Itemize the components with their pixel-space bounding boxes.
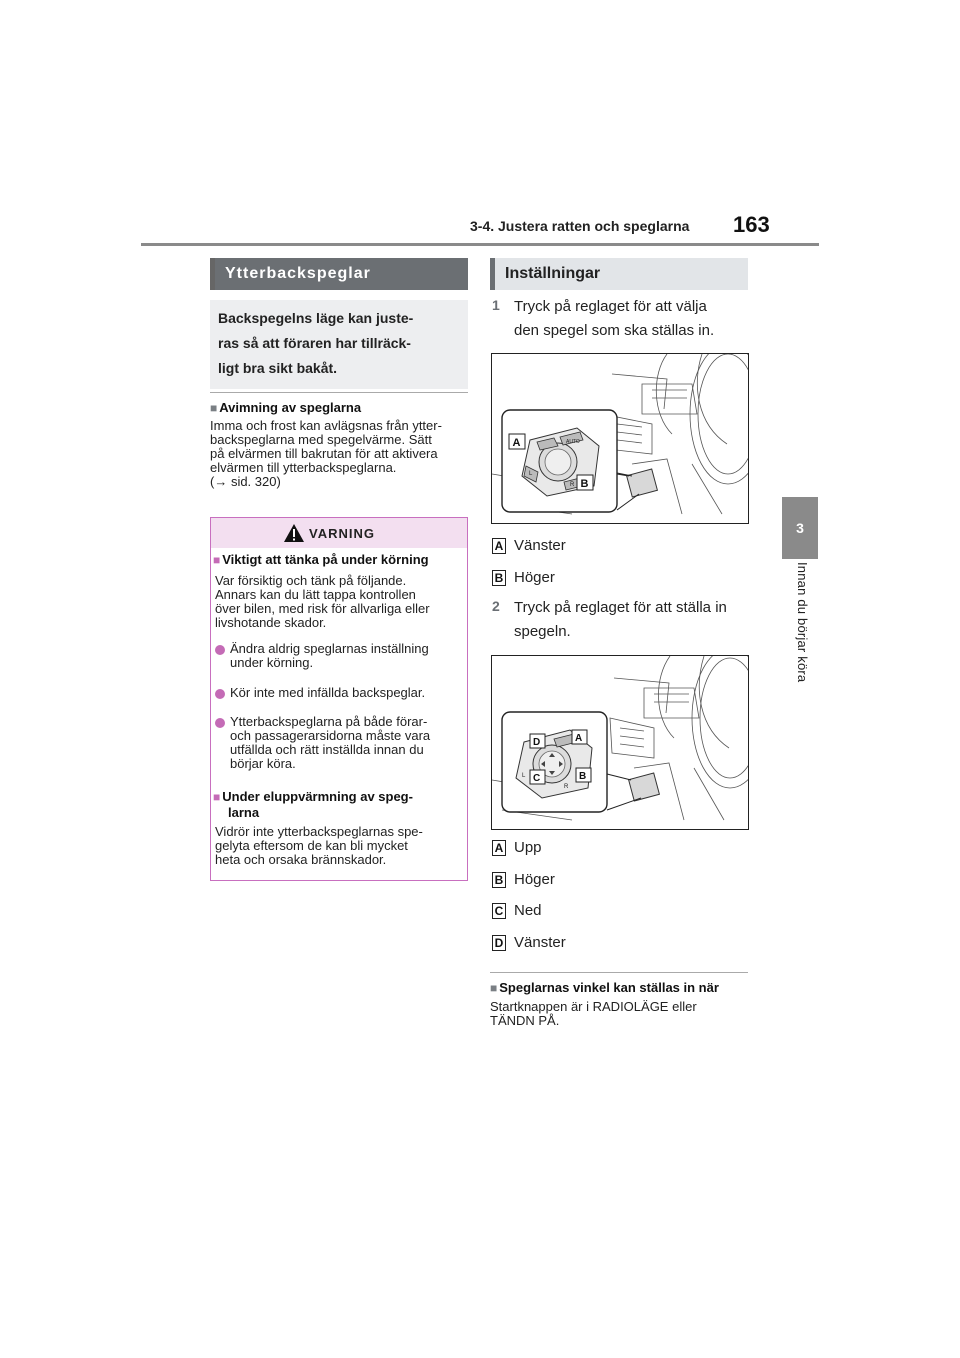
body-line: heta och orsaka brännskador. xyxy=(215,852,387,867)
legend-key: B xyxy=(492,570,506,586)
body-line: TÄNDN PÅ. xyxy=(490,1013,560,1028)
legend-item xyxy=(492,902,542,919)
warning-heading-1-text: Viktigt att tänka på under körning xyxy=(222,552,429,567)
defog-heading xyxy=(210,400,361,415)
page-number: 163 xyxy=(733,212,770,237)
chapter-tab-title: Innan du börjar köra xyxy=(795,562,810,683)
legend-item xyxy=(492,537,566,554)
body-line: backspeglarna med spegelvärme. Sätt xyxy=(210,432,432,447)
warning-label: VARNING xyxy=(309,526,375,541)
step-2 xyxy=(492,596,752,646)
warning-header xyxy=(211,518,467,548)
defog-heading-text: Avimning av speglarna xyxy=(219,400,362,415)
legend-item xyxy=(492,839,542,856)
mirror-switch-illustration xyxy=(492,354,748,523)
left-switch-label: L xyxy=(522,773,526,779)
intro-line: ras så att föraren har tillräck- xyxy=(218,335,411,351)
divider xyxy=(210,392,468,393)
circle-bullet-icon xyxy=(215,718,225,728)
body-line: Startknappen är i RADIOLÄGE eller xyxy=(490,999,697,1014)
legend-item xyxy=(492,871,555,888)
figure-label-b: B xyxy=(579,771,587,782)
legend-key: D xyxy=(492,935,506,951)
legend-text: Höger xyxy=(514,569,555,586)
square-bullet-icon: ■ xyxy=(210,401,218,415)
right-switch-label: R xyxy=(570,482,575,488)
section-header-installningar: Inställningar xyxy=(490,258,748,290)
body-line: Vidrör inte ytterbackspeglarnas spe- xyxy=(215,824,423,839)
warning-heading-2 xyxy=(213,789,463,820)
body-line: gelyta eftersom de kan bli mycket xyxy=(215,838,408,853)
legend-text: Ned xyxy=(514,902,542,919)
warning-box xyxy=(210,517,468,881)
left-switch-label: L xyxy=(529,471,533,477)
warning-bullet xyxy=(215,642,465,670)
divider xyxy=(490,972,748,973)
body-line: Var försiktig och tänk på följande. xyxy=(215,573,407,588)
circle-bullet-icon xyxy=(215,689,225,699)
figure-mirror-adjust xyxy=(491,655,749,830)
bullet-line: börjar köra. xyxy=(230,756,296,771)
legend-item xyxy=(492,569,555,586)
auto-switch-label: AUTO xyxy=(566,439,580,445)
bullet-line: och passagerarsidorna måste vara xyxy=(230,728,431,743)
legend-text: Upp xyxy=(514,839,542,856)
running-header: 3-4. Justera ratten och speglarna xyxy=(470,218,690,234)
step-line: spegeln. xyxy=(514,623,571,640)
defog-body xyxy=(210,419,470,489)
warning-bullet xyxy=(215,715,465,771)
intro-line: Backspegelns läge kan juste- xyxy=(218,310,414,326)
step-line: Tryck på reglaget för att välja xyxy=(514,298,707,315)
square-bullet-icon: ■ xyxy=(490,981,498,995)
bullet-line: Ytterbackspeglarna på både förar- xyxy=(230,714,428,729)
figure-label-d: D xyxy=(533,737,541,748)
body-line: elvärmen till ytterbackspeglarna. xyxy=(210,460,397,475)
square-bullet-icon: ■ xyxy=(213,790,221,804)
legend-key: C xyxy=(492,903,506,919)
body-line: över bilen, med risk för allvarliga eller xyxy=(215,601,430,616)
intro-box xyxy=(210,300,468,389)
warning-text-2 xyxy=(215,825,465,867)
chapter-tab: 3 xyxy=(782,497,818,559)
warning-text-1 xyxy=(215,574,465,630)
step-text xyxy=(514,596,754,644)
mirror-adjust-illustration xyxy=(492,656,748,829)
legend-text: Höger xyxy=(514,871,555,888)
body-line: på elvärmen till bakrutan för att aktivera xyxy=(210,446,438,461)
bullet-line: utfällda och rätt inställda innan du xyxy=(230,742,424,757)
figure-label-c: C xyxy=(533,773,541,784)
step-line: den spegel som ska ställas in. xyxy=(514,322,715,339)
legend-key: B xyxy=(492,872,506,888)
figure-label-a: A xyxy=(512,437,521,449)
section-header-ytterbackspeglar: Ytterbackspeglar xyxy=(210,258,468,290)
figure-label-a: A xyxy=(575,733,583,744)
figure-label-b: B xyxy=(580,478,589,490)
note-body xyxy=(490,1000,750,1028)
intro-line: ligt bra sikt bakåt. xyxy=(218,360,338,376)
legend-key: A xyxy=(492,538,506,554)
square-bullet-icon: ■ xyxy=(213,553,221,567)
step-number: 1 xyxy=(492,297,500,313)
step-text xyxy=(514,295,754,343)
note-heading xyxy=(490,980,719,995)
page-reference: (→ sid. 320) xyxy=(210,474,281,489)
step-number: 2 xyxy=(492,598,500,614)
body-line: livshotande skador. xyxy=(215,615,327,630)
figure-mirror-select xyxy=(491,353,749,524)
step-line: Tryck på reglaget för att ställa in xyxy=(514,599,727,616)
bullet-line: under körning. xyxy=(230,655,314,670)
warning-triangle-icon xyxy=(283,523,305,543)
header-rule xyxy=(141,243,819,246)
circle-bullet-icon xyxy=(215,645,225,655)
right-switch-label: R xyxy=(564,784,569,790)
warning-heading-1 xyxy=(213,552,429,567)
legend-text: Vänster xyxy=(514,934,566,951)
note-heading-text: Speglarnas vinkel kan ställas in när xyxy=(499,980,719,995)
warning-heading-2-text: Under eluppvärmning av speg- xyxy=(222,789,413,804)
legend-key: A xyxy=(492,840,506,856)
legend-text: Vänster xyxy=(514,537,566,554)
body-line: Imma och frost kan avlägsnas från ytter- xyxy=(210,418,442,433)
warning-bullet xyxy=(215,686,465,700)
legend-item xyxy=(492,934,566,951)
warning-heading-2-text: larna xyxy=(228,805,260,820)
bullet-line: Kör inte med infällda backspeglar. xyxy=(230,685,426,700)
bullet-line: Ändra aldrig speglarnas inställning xyxy=(230,641,429,656)
body-line: Annars kan du lätt tappa kontrollen xyxy=(215,587,416,602)
